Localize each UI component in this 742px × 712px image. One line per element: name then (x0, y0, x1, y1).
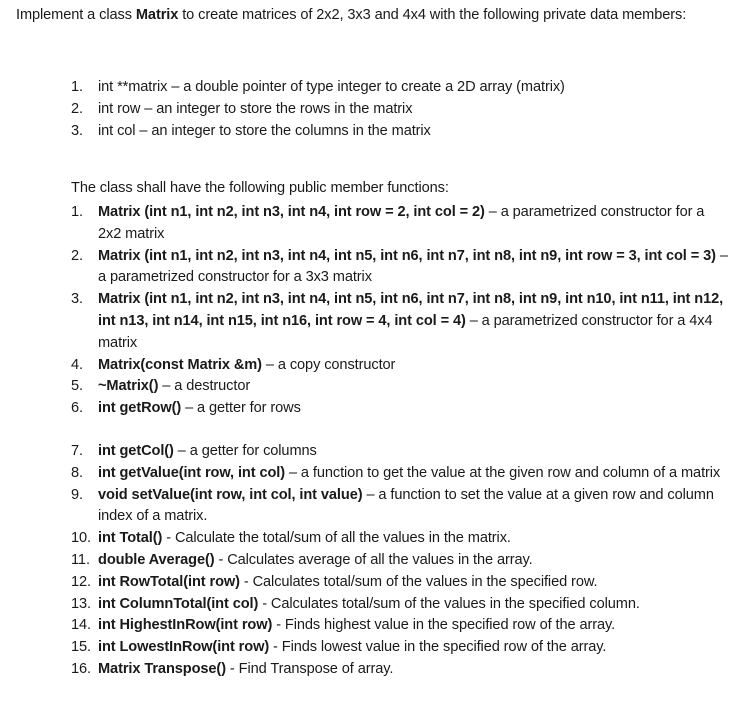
function-signature: Matrix (int n1, int n2, int n3, int n4, int row = 2, int col = 2) (98, 204, 485, 220)
list-item-number: 12. (71, 573, 91, 590)
list-item-number: 10. (71, 530, 91, 547)
function-signature: int ColumnTotal(int col) (98, 595, 259, 612)
list-item (0, 202, 742, 246)
functions-heading: The class shall have the following public member functions: (71, 180, 449, 196)
function-signature: void setValue(int row, int col, int value) (98, 486, 363, 503)
list-item-number: 1. (71, 79, 83, 95)
public-functions-list-part1 (0, 202, 742, 420)
function-signature: ~Matrix() (98, 378, 159, 395)
list-item (0, 485, 742, 529)
function-signature: Matrix (int n1, int n2, int n3, int n4, int n5, int n6, int n7, int n8, int n9, int n10, int n11, int n12, int n13, int n14, int n15, int n16, int row = 4, int col = 4) (98, 291, 724, 329)
list-item (0, 99, 742, 121)
list-item-number: 9. (71, 486, 83, 503)
list-item-text: int row – an integer to store the rows in the matrix (98, 100, 413, 117)
list-item (0, 463, 742, 485)
list-item-number: 3. (71, 122, 83, 139)
list-item-number: 6. (71, 400, 83, 417)
intro-text-after: to create matrices of 2x2, 3x3 and 4x4 with the following private data members: (178, 7, 687, 23)
function-signature: int getRow() (98, 400, 182, 417)
function-description: - Finds highest value in the specified row of the array. (272, 617, 616, 634)
list-item (0, 550, 742, 572)
list-item-number: 15. (71, 639, 91, 656)
list-item (0, 246, 742, 290)
function-signature: Matrix (int n1, int n2, int n3, int n4, int n5, int n6, int n7, int n8, int n9, int row = 3, int col = 3) (98, 247, 716, 264)
function-description: - Calculates total/sum of the values in the specified row. (239, 573, 598, 590)
list-item-number: 4. (71, 356, 83, 373)
list-item-number: 14. (71, 617, 91, 634)
list-item (0, 355, 742, 377)
function-signature: int Total() (98, 530, 163, 547)
list-item (0, 121, 742, 143)
list-item-number: 1. (71, 204, 83, 220)
list-item (0, 376, 742, 398)
function-description: – a parametrized constructor for a 3x3 matrix (98, 247, 728, 286)
function-description: – a parametrized constructor for a 4x4 matrix (98, 312, 713, 351)
function-description: - Finds lowest value in the specified row of the array. (269, 639, 607, 656)
list-item (0, 659, 742, 681)
list-item (0, 398, 742, 420)
function-description: – a function to get the value at the given row and column of a matrix (285, 464, 721, 481)
function-signature: Matrix(const Matrix &m) (98, 356, 262, 373)
function-description: – a copy constructor (261, 356, 396, 373)
function-description: - Find Transpose of array. (225, 660, 394, 677)
intro-class-name: Matrix (135, 7, 179, 23)
list-item-number: 2. (71, 100, 83, 117)
list-item-text: int col – an integer to store the columns in the matrix (98, 122, 431, 139)
list-item-number: 7. (71, 443, 83, 459)
list-item (0, 594, 742, 616)
list-item (0, 441, 742, 463)
intro-text-before: Implement a class (16, 7, 136, 23)
list-item-number: 3. (71, 291, 83, 308)
function-signature: int getValue(int row, int col) (98, 464, 285, 481)
list-item-number: 2. (71, 247, 83, 264)
list-item (0, 77, 742, 99)
function-description: - Calculate the total/sum of all the values in the matrix. (162, 530, 511, 547)
list-item-number: 11. (71, 551, 90, 568)
list-item (0, 637, 742, 659)
list-item (0, 528, 742, 550)
function-signature: double Average() (98, 551, 215, 568)
function-description: – a destructor (158, 378, 251, 395)
function-description: – a getter for columns (173, 443, 317, 459)
list-item-number: 8. (71, 464, 83, 481)
function-signature: int HighestInRow(int row) (98, 617, 273, 634)
list-item (0, 289, 742, 354)
list-item (0, 615, 742, 637)
list-item-number: 13. (71, 595, 91, 612)
list-item-number: 5. (71, 378, 83, 395)
list-item-number: 16. (71, 660, 91, 677)
function-description: – a parametrized constructor for a 2x2 matrix (98, 204, 705, 242)
list-item-text: int **matrix – a double pointer of type integer to create a 2D array (matrix) (98, 79, 565, 95)
function-signature: int RowTotal(int row) (98, 573, 240, 590)
function-signature: int getCol() (98, 443, 174, 459)
function-description: – a function to set the value at a given row and column index of a matrix. (98, 486, 714, 525)
function-description: - Calculates average of all the values in the array. (214, 551, 533, 568)
function-signature: int LowestInRow(int row) (98, 639, 270, 656)
intro-paragraph (16, 4, 736, 26)
public-functions-list-part2 (0, 441, 742, 681)
function-description: - Calculates total/sum of the values in the specified column. (258, 595, 640, 612)
function-signature: Matrix Transpose() (98, 660, 226, 677)
function-description: – a getter for rows (181, 400, 301, 417)
private-members-list (0, 77, 742, 142)
list-item (0, 572, 742, 594)
